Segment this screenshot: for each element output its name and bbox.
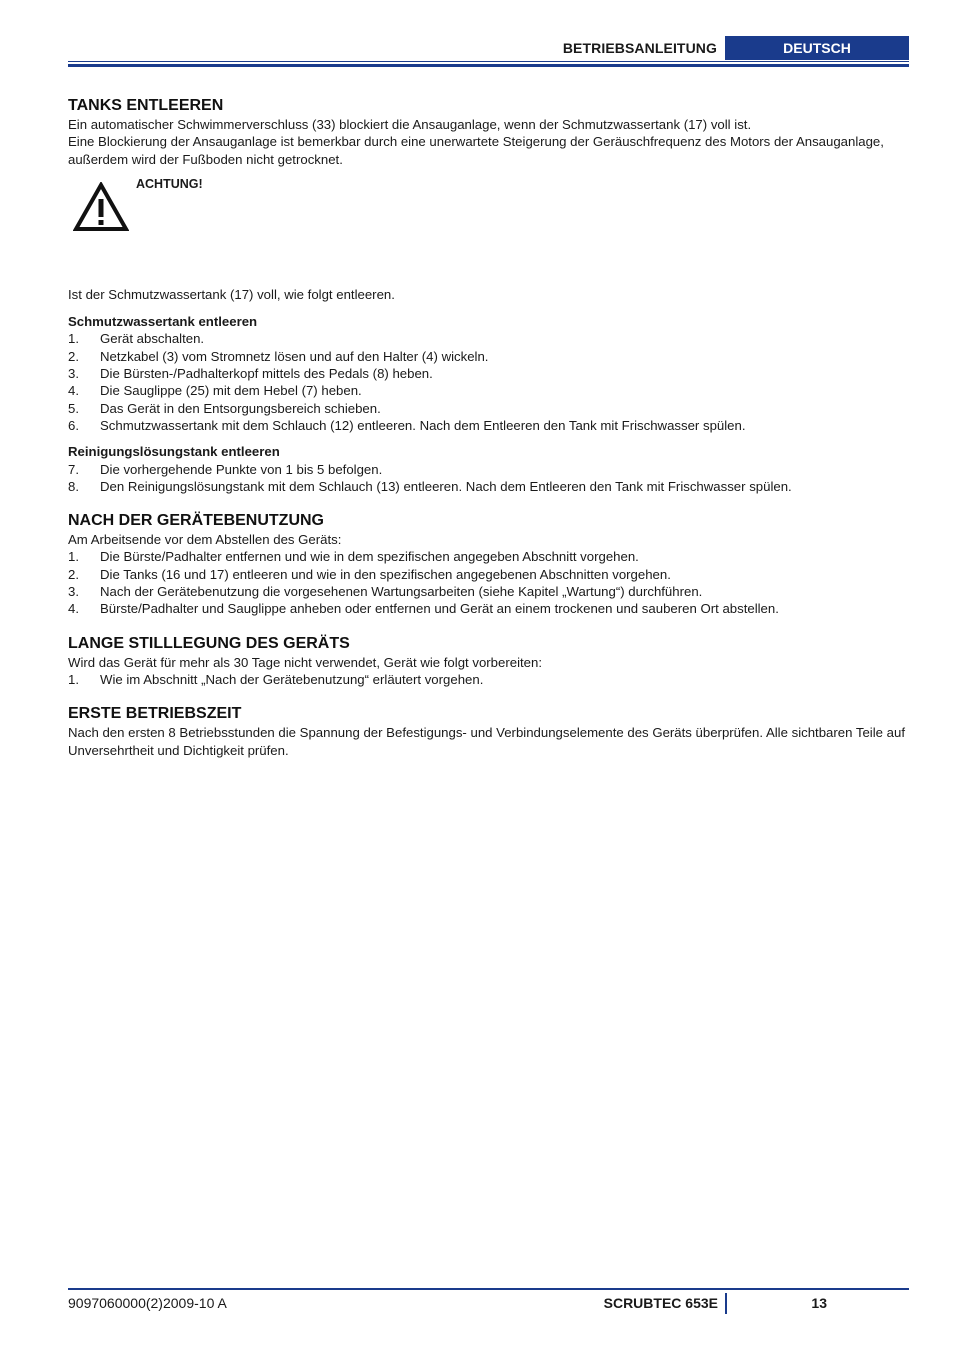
list-item: 1. Gerät abschalten. (68, 331, 205, 347)
subheading: Schmutzwassertank entleeren (68, 314, 258, 330)
list-item: 1. Die Bürste/Padhalter entfernen und wie in dem spezifischen angegeben Abschnitt vorgehen. (68, 549, 639, 565)
header-rule-thin (68, 61, 909, 62)
subheading: Reinigungslösungstank entleeren (68, 444, 280, 460)
list-item: 2. Die Tanks (16 und 17) entleeren und wie in den spezifischen angegebenen Abschnitten vorgehen. (68, 566, 671, 582)
section-tanks (68, 96, 909, 495)
list-item: 7. Die vorhergehende Punkte von 1 bis 5 befolgen. (68, 461, 383, 477)
storage-steps (68, 671, 909, 688)
page-number: 13 (811, 1295, 827, 1311)
page-content (68, 96, 909, 759)
list-item: 1. Wie im Abschnitt „Nach der Gerätebenutzung“ erläutert vorgehen. (68, 671, 484, 687)
paragraph: Ist der Schmutzwassertank (17) voll, wie folgt entleeren. (68, 286, 395, 302)
warning-block (68, 174, 909, 286)
document-code: 9097060000(2)2009-10 A (68, 1295, 227, 1311)
model-name: SCRUBTEC 653E (603, 1295, 718, 1311)
section-heading: TANKS ENTLEEREN (68, 97, 224, 114)
warning-triangle-icon (73, 182, 129, 232)
list-item: 5. Das Gerät in den Entsorgungsbereich schieben. (68, 400, 381, 416)
footer-separator (725, 1293, 727, 1314)
page-footer (68, 1288, 909, 1318)
list-item: 3. Nach der Gerätebenutzung die vorgesehenen Wartungsarbeiten (siehe Kapitel „Wartung“) durchführen. (68, 584, 703, 600)
warning-label: ACHTUNG! (136, 176, 203, 191)
clean-tank-steps (68, 461, 909, 496)
section-storage (68, 634, 909, 689)
section-heading: NACH DER GERÄTEBENUTZUNG (68, 512, 324, 530)
language-badge: DEUTSCH (725, 36, 909, 60)
paragraph: Eine Blockierung der Ansauganlage ist bemerkbar durch eine unerwartete Steigerung der Geräuschfrequenz des Motors der Ansauganlage, außerdem wird der Fußboden nicht getrocknet. (68, 134, 884, 167)
list-item: 3. Die Bürsten-/Padhalterkopf mittels des Pedals (8) heben. (68, 366, 433, 382)
page-header (68, 36, 909, 67)
paragraph: Ein automatischer Schwimmerverschluss (33) blockiert die Ansauganlage, wenn der Schmutzwassertank (17) voll ist. (68, 117, 752, 132)
header-rule (68, 64, 909, 67)
dirty-tank-steps (68, 330, 909, 434)
after-use-steps (68, 548, 909, 617)
footer-rule (68, 1288, 909, 1290)
list-item: 8. Den Reinigungslösungstank mit dem Schlauch (13) entleeren. Nach dem Entleeren den Tank mit Frischwasser spülen. (68, 478, 792, 494)
paragraph: Nach den ersten 8 Betriebsstunden die Spannung der Befestigungs- und Verbindungselemente des Geräts überprüfen. Alle sichtbaren Teile auf Unversehrtheit und Dichtigkeit prüfen. (68, 725, 905, 758)
paragraph: Wird das Gerät für mehr als 30 Tage nicht verwendet, Gerät wie folgt vorbereiten: (68, 654, 542, 670)
paragraph: Am Arbeitsende vor dem Abstellen des Geräts: (68, 532, 342, 548)
section-heading: ERSTE BETRIEBSZEIT (68, 705, 242, 723)
list-item: 2. Netzkabel (3) vom Stromnetz lösen und auf den Halter (4) wickeln. (68, 348, 489, 364)
section-heading: LANGE STILLLEGUNG DES GERÄTS (68, 634, 350, 652)
list-item: 4. Die Sauglippe (25) mit dem Hebel (7) heben. (68, 383, 362, 399)
section-after-use (68, 511, 909, 617)
section-first-operation (68, 704, 909, 759)
header-title: BETRIEBSANLEITUNG (562, 40, 717, 56)
list-item: 4. Bürste/Padhalter und Sauglippe anheben oder entfernen und Gerät an einem trockenen und sauberen Ort abstellen. (68, 601, 779, 617)
list-item: 6. Schmutzwassertank mit dem Schlauch (12) entleeren. Nach dem Entleeren den Tank mit Frischwasser spülen. (68, 417, 746, 433)
